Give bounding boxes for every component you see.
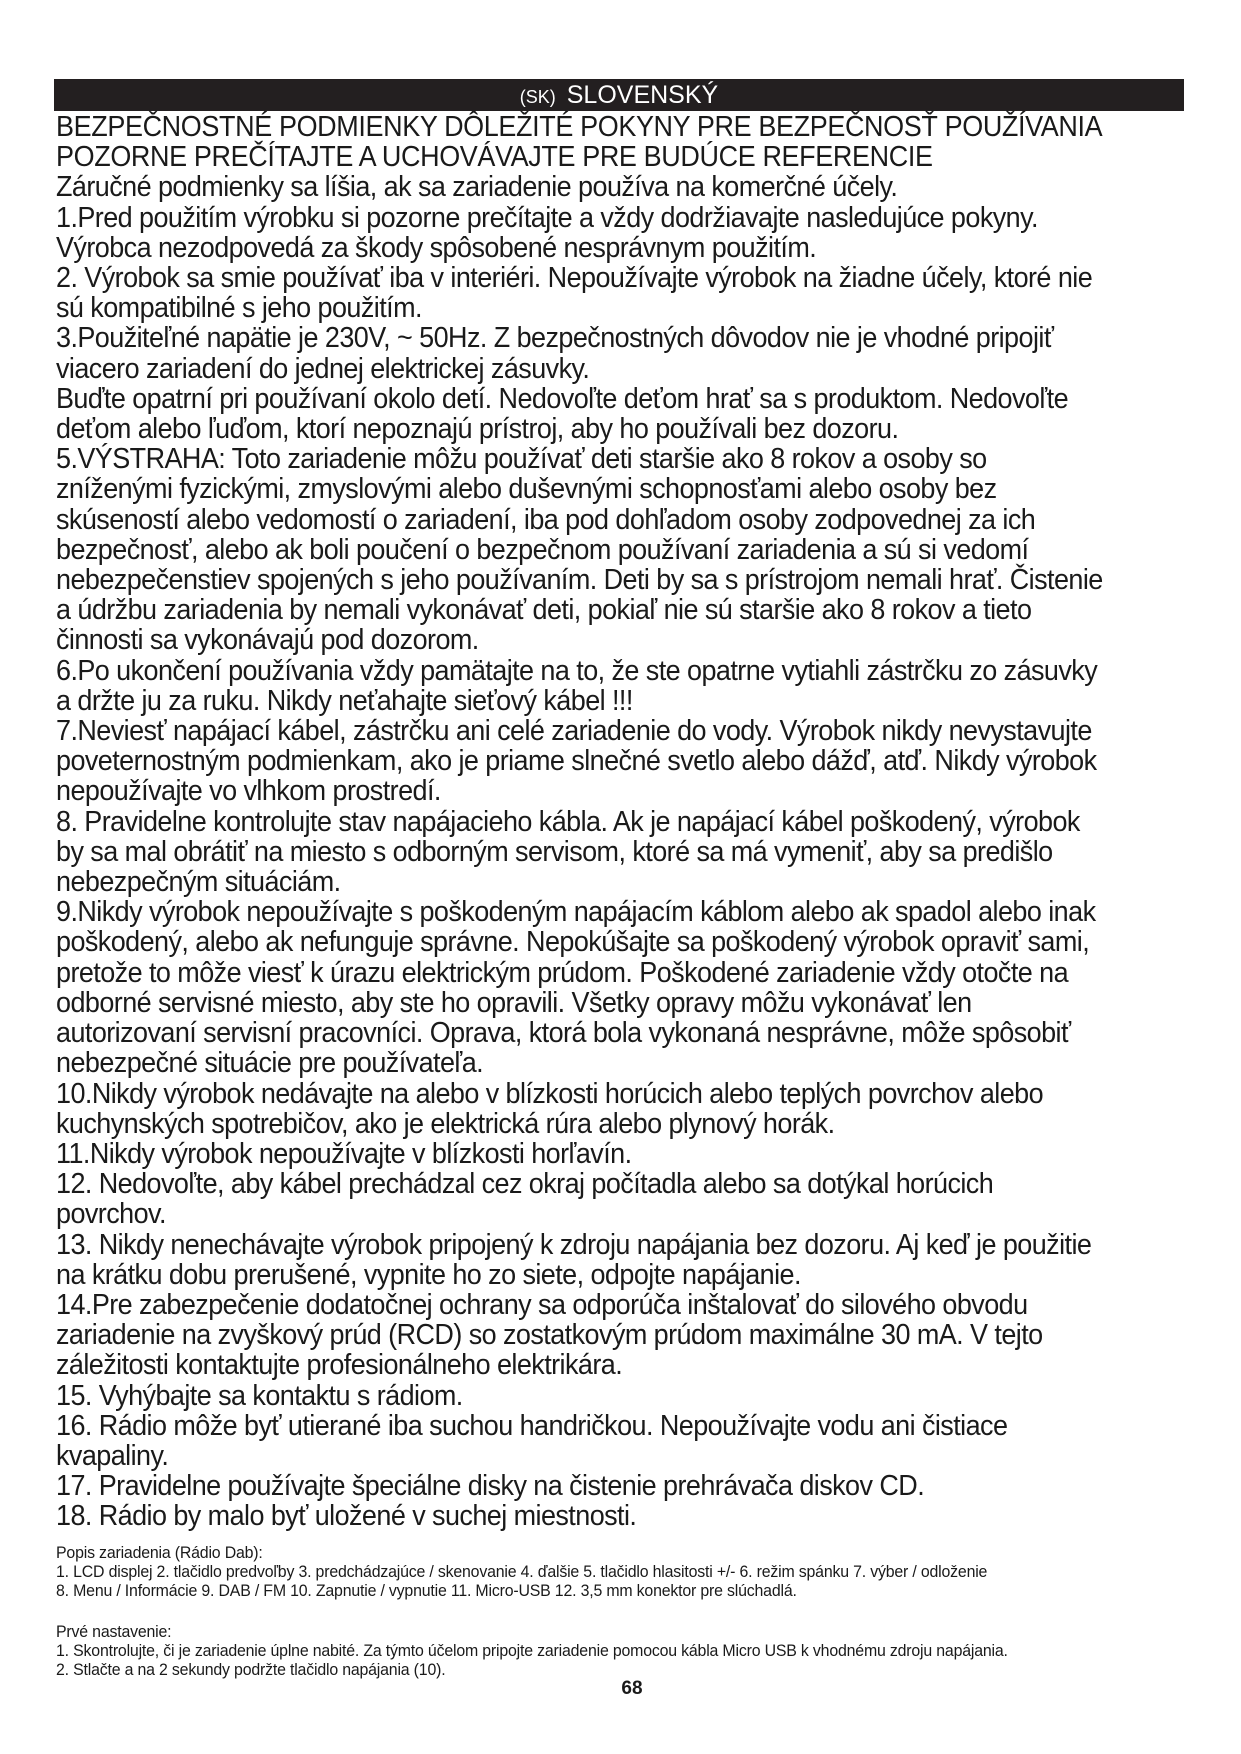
warranty-note: Záručné podmienky sa líšia, ak sa zariadenie používa na komerčné účely. — [56, 171, 898, 204]
instruction-15: 15. Vyhýbajte sa kontaktu s rádiom. — [56, 1379, 463, 1412]
instruction-12: 12. Nedovoľte, aby kábel prechádzal cez okraj počítadla alebo sa dotýkal horúcich povrchov. — [56, 1168, 994, 1231]
language-name: SLOVENSKÝ — [566, 81, 719, 109]
instruction-1: 1.Pred použitím výrobku si pozorne prečítajte a vždy dodržiavajte nasledujúce pokyny. Výrobca nezodpovedá za škody spôsobené nesprávnym použitím. — [56, 201, 1038, 264]
instruction-16: 16. Rádio môže byť utierané iba suchou handričkou. Nepoužívajte vodu ani čistiace kvapaliny. — [56, 1409, 1008, 1472]
instruction-17: 17. Pravidelne používajte špeciálne disky na čistenie prehrávača diskov CD. — [56, 1470, 925, 1503]
retain-instructions-heading: POZORNE PREČÍTAJTE A UCHOVÁVAJTE PRE BUDÚCE REFERENCIE — [56, 141, 933, 174]
instruction-13: 13. Nikdy nenechávajte výrobok pripojený k zdroju napájania bez dozoru. Aj keď je použitie na krátku dobu prerušené, vypnite ho zo siete, odpojte napájanie. — [56, 1228, 1092, 1291]
device-description-line: 1. LCD displej 2. tlačidlo predvoľby 3. predchádzajúce / skenovanie 4. ďalšie 5. tlačidlo hlasitosti +/- 6. režim spánku 7. výber / odloženie — [56, 1562, 988, 1581]
children-caution: Buďte opatrní pri používaní okolo detí. Nedovoľte deťom hrať sa s produktom. Nedovoľte deťom alebo ľuďom, ktorí nepoznajú prístroj, aby ho používali bez dozoru. — [56, 382, 1069, 446]
first-setup-step: 2. Stlačte a na 2 sekundy podržte tlačidlo napájania (10). — [56, 1660, 446, 1679]
safety-heading: BEZPEČNOSTNÉ PODMIENKY DÔLEŽITÉ POKYNY PRE BEZPEČNOSŤ POUŽÍVANIA — [56, 111, 1103, 143]
device-description-title: Popis zariadenia (Rádio Dab): — [56, 1543, 263, 1562]
instruction-14: 14.Pre zabezpečenie dodatočnej ochrany sa odporúča inštalovať do silového obvodu zariadenie na zvyškový prúd (RCD) so zostatkovým prúdom maximálne 30 mA. V tejto záležitosti kontaktujte profesionálneho elektrikára. — [56, 1288, 1043, 1382]
instruction-2: 2. Výrobok sa smie používať iba v interiéri. Nepoužívajte výrobok na žiadne účely, ktoré nie sú kompatibilné s jeho použitím. — [56, 262, 1093, 325]
page-number: 68 — [621, 1678, 643, 1699]
instruction-5-warning: 5.VÝSTRAHA: Toto zariadenie môžu používať deti staršie ako 8 rokov a osoby so zníženými fyzickými, zmyslovými alebo duševnými schopnosťami alebo osoby bez skúseností alebo vedomostí o zariadení, iba pod dohľadom osoby zodpovednej za ich bezpečnosť, alebo ak boli poučení o bezpečnom používaní zariadenia a sú si vedomí nebezpečenstiev spojených s jeho používaním. Deti by sa s prístrojom nemali hrať. Čistenie a údržbu zariadenia by nemali vykonávať deti, pokiaľ nie sú staršie ako 8 rokov a tieto činnosti sa vykonávajú pod dozorom. — [56, 443, 1103, 657]
language-header-bar — [54, 79, 1184, 111]
language-code: (SK) — [519, 87, 556, 107]
instruction-6: 6.Po ukončení používania vždy pamätajte na to, že ste opatrne vytiahli zástrčku zo zásuvky a držte ju za ruku. Nikdy neťahajte sieťový kábel !!! — [56, 654, 1098, 717]
first-setup-step: 1. Skontrolujte, či je zariadenie úplne nabité. Za týmto účelom pripojte zariadenie pomocou kábla Micro USB k vhodnému zdroju napájania. — [56, 1641, 1008, 1660]
instruction-11: 11.Nikdy výrobok nepoužívajte v blízkosti horľavín. — [56, 1137, 632, 1170]
instruction-3: 3.Použiteľné napätie je 230V, ~ 50Hz. Z bezpečnostných dôvodov nie je vhodné pripojiť viacero zariadení do jednej elektrickej zásuvky. — [56, 322, 1054, 385]
instruction-18: 18. Rádio by malo byť uložené v suchej miestnosti. — [56, 1500, 637, 1533]
device-description — [56, 1543, 1178, 1600]
instruction-10: 10.Nikdy výrobok nedávajte na alebo v blízkosti horúcich alebo teplých povrchov alebo kuchynských spotrebičov, ako je elektrická rúra alebo plynový horák. — [56, 1077, 1044, 1140]
device-description-line: 8. Menu / Informácie 9. DAB / FM 10. Zapnutie / vypnutie 11. Micro-USB 12. 3,5 mm konektor pre slúchadlá. — [56, 1581, 797, 1600]
instruction-8: 8. Pravidelne kontrolujte stav napájacieho kábla. Ak je napájací kábel poškodený, výrobok by sa mal obrátiť na miesto s odborným servisom, ktoré sa má vymeniť, aby sa predišlo nebezpečným situáciám. — [56, 805, 1080, 899]
first-setup — [56, 1622, 1178, 1679]
first-setup-title: Prvé nastavenie: — [56, 1622, 172, 1641]
safety-instructions — [56, 112, 1107, 1532]
instruction-9: 9.Nikdy výrobok nepoužívajte s poškodeným napájacím káblom alebo ak spadol alebo inak poškodený, alebo ak nefunguje správne. Nepokúšajte sa poškodený výrobok opraviť sami, pretože to môže viesť k úrazu elektrickým prúdom. Poškodené zariadenie vždy otočte na odborné servisné miesto, aby ste ho opravili. Všetky opravy môžu vykonávať len autorizovaní servisní pracovníci. Oprava, ktorá bola vykonaná nesprávne, môže spôsobiť nebezpečné situácie pre používateľa. — [56, 896, 1096, 1080]
instruction-7: 7.Neviesť napájací kábel, zástrčku ani celé zariadenie do vody. Výrobok nikdy nevystavujte poveternostným podmienkam, ako je priame slnečné svetlo alebo dážď, atď. Nikdy výrobok nepoužívajte vo vlhkom prostredí. — [56, 715, 1097, 808]
